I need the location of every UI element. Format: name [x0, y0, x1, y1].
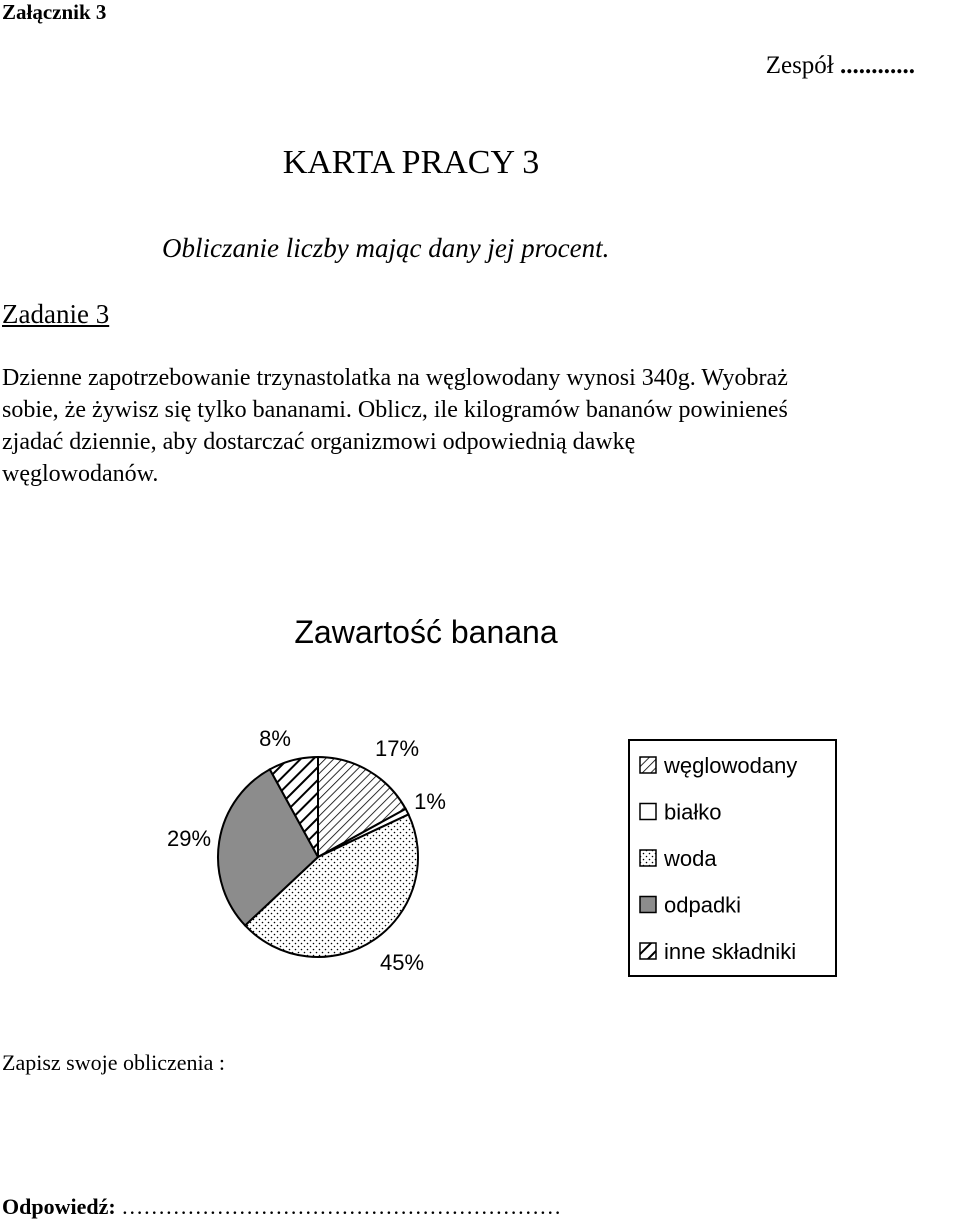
team-label: Zespół: [765, 52, 834, 79]
task-line: sobie, że żywisz się tylko bananami. Oblicz, ile kilogramów bananów powinieneś: [2, 397, 788, 423]
attachment-label: Załącznik 3: [2, 0, 107, 24]
answer-dots: ……………………………………………………: [121, 1194, 562, 1219]
task-line: węglowodanów.: [2, 461, 159, 487]
pie-data-label: 8%: [259, 726, 291, 751]
page-title: [0, 144, 960, 182]
pie-data-label: 29%: [166, 826, 212, 851]
task-description: [2, 362, 960, 490]
task-label: Zadanie 3: [2, 299, 110, 329]
page-subtitle: Obliczanie liczby mając dany jej procent.: [162, 233, 610, 263]
task-line: zjadać dziennie, aby dostarczać organizmowi odpowiednią dawkę: [2, 429, 636, 455]
legend-swatch: [640, 897, 656, 913]
answer-field: [2, 1194, 561, 1220]
legend-swatch: [640, 757, 656, 773]
pie-data-label: 1%: [414, 789, 446, 814]
chart-legend: [629, 740, 836, 976]
pie-chart: [0, 600, 960, 1000]
task-line: Dzienne zapotrzebowanie trzynastolatka na węglowodany wynosi 340g. Wyobraż: [2, 365, 788, 391]
legend-swatch: [640, 850, 656, 866]
team-dots: ............: [840, 52, 915, 79]
legend-label: węglowodany: [664, 753, 798, 778]
legend-label: inne składniki: [664, 939, 797, 964]
answer-label: Odpowiedź:: [2, 1194, 116, 1219]
legend-label: woda: [664, 846, 717, 871]
legend-swatch: [640, 943, 656, 959]
calculation-label: Zapisz swoje obliczenia :: [2, 1050, 225, 1075]
pie-slices: [218, 757, 418, 957]
team-field: [766, 52, 915, 80]
page-title-text: KARTA PRACY 3: [282, 144, 540, 181]
legend-swatch: [640, 804, 656, 820]
legend-label: odpadki: [664, 892, 742, 918]
pie-data-label: 17%: [374, 736, 420, 761]
pie-data-label: 45%: [379, 950, 425, 975]
chart-title: Zawartość banana: [294, 614, 558, 650]
legend-label: białko: [664, 799, 722, 825]
